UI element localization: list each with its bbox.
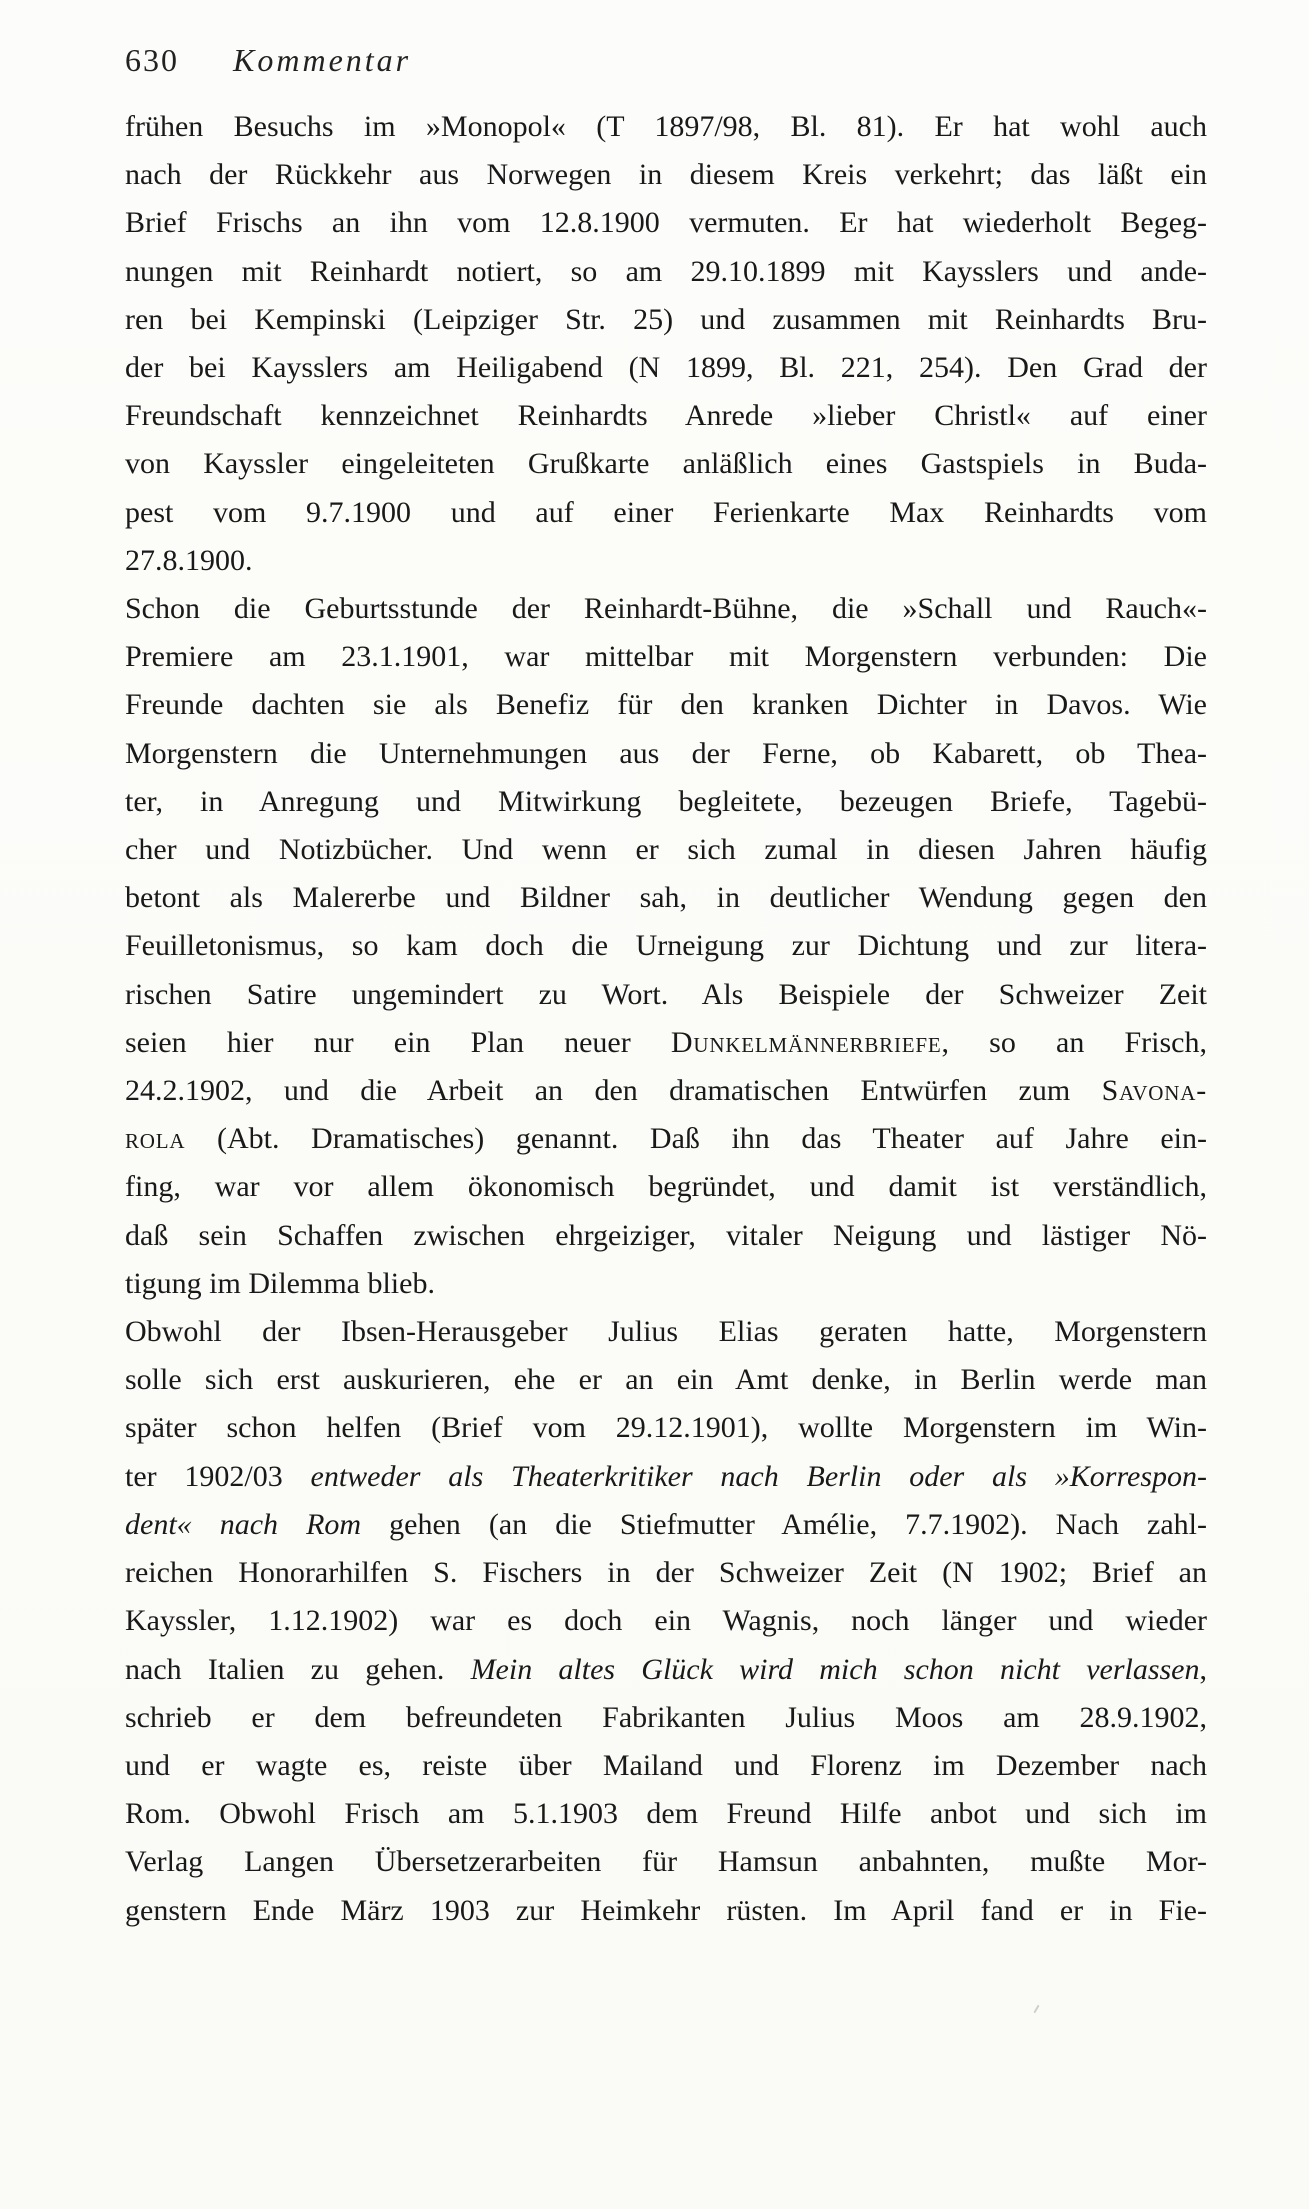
text-line [125,1838,1207,1886]
text-line [125,778,1207,826]
text-line [125,1067,1207,1115]
body-text: daß sein Schaffen zwischen ehrgeiziger, vitaler Neigung und lästiger Nö- [125,1218,1207,1252]
text-line [125,1646,1207,1694]
text-line [125,1790,1207,1838]
body-text: ter 1902/03 [125,1459,311,1493]
body-text: 27.8.1900. [125,543,253,577]
running-header [125,42,411,79]
text-line [125,1260,1207,1308]
text-block [125,103,1207,1935]
body-text: reichen Honorarhilfen S. Fischers in der Schweizer Zeit (N 1902; Brief an [125,1556,1207,1590]
text-line [125,1356,1207,1404]
text-line [125,489,1207,537]
page-number: 630 [125,42,179,78]
body-text: Rom. Obwohl Frisch am 5.1.1903 dem Freund Hilfe anbot und sich im [125,1797,1207,1831]
text-line [125,1453,1207,1501]
body-text: solle sich erst auskurieren, ehe er an ein Amt denke, in Berlin werde man [125,1363,1207,1397]
text-line [125,296,1207,344]
body-text: schrieb er dem befreundeten Fabrikanten Julius Moos am 28.9.1902, [125,1700,1207,1734]
running-title: Kommentar [233,42,412,78]
text-line [125,874,1207,922]
text-line [125,730,1207,778]
text-line [125,585,1207,633]
body-text: cher und Notizbücher. Und wenn er sich zumal in diesen Jahren häufig [125,833,1207,867]
text-line [125,1501,1207,1549]
text-line [125,633,1207,681]
body-text: fing, war vor allem ökonomisch begründet, und damit ist verständlich, [125,1170,1207,1204]
body-text: rischen Satire ungemindert zu Wort. Als Beispiele der Schweizer Zeit [125,977,1207,1011]
body-text: gehen (an die Stiefmutter Amélie, 7.7.1902). Nach zahl- [361,1507,1207,1541]
text-line [125,248,1207,296]
text-line [125,1694,1207,1742]
body-text: genstern Ende März 1903 zur Heimkehr rüsten. Im April fand er in Fie- [125,1893,1207,1927]
body-text: Schon die Geburtsstunde der Reinhardt-Bühne, die »Schall und Rauch«- [125,592,1207,626]
body-text: , [1199,1652,1207,1686]
body-text: nach Italien zu gehen. [125,1652,471,1686]
italic-text: dent« nach Rom [125,1507,362,1541]
body-text: nach der Rückkehr aus Norwegen in diesem Kreis verkehrt; das läßt ein [125,158,1207,192]
body-text: der bei Kaysslers am Heiligabend (N 1899, Bl. 221, 254). Den Grad der [125,351,1207,385]
text-line [125,1163,1207,1211]
body-text: Morgenstern die Unternehmungen aus der Ferne, ob Kabarett, ob Thea- [125,736,1207,770]
text-line [125,1404,1207,1452]
body-text: Premiere am 23.1.1901, war mittelbar mit Morgenstern verbunden: Die [125,640,1207,674]
body-text: , so an Frisch, [941,1025,1207,1059]
body-text: frühen Besuchs im »Monopol« (T 1897/98, Bl. 81). Er hat wohl auch [125,110,1207,143]
text-line [125,537,1207,585]
smallcaps-text: Dunkelmännerbriefe [670,1025,942,1059]
text-line [125,1019,1207,1067]
text-line [125,681,1207,729]
text-line [125,1742,1207,1790]
text-line [125,1549,1207,1597]
body-text: Freunde dachten sie als Benefiz für den kranken Dichter in Davos. Wie [125,688,1207,722]
body-text: Feuilletonismus, so kam doch die Urneigung zur Dichtung und zur litera- [125,929,1207,963]
text-line [125,199,1207,247]
body-text: seien hier nur ein Plan neuer [125,1025,671,1059]
body-text: betont als Malererbe und Bildner sah, in deutlicher Wendung gegen den [125,881,1207,915]
body-text: Brief Frischs an ihn vom 12.8.1900 vermuten. Er hat wiederholt Begeg- [125,206,1207,240]
text-line [125,1115,1207,1163]
italic-text: entweder als Theaterkritiker nach Berlin oder als »Korrespon- [310,1459,1207,1493]
body-text: Obwohl der Ibsen-Herausgeber Julius Elias geraten hatte, Morgenstern [125,1315,1207,1349]
body-text: 24.2.1902, und die Arbeit an den dramatischen Entwürfen zum [125,1074,1102,1108]
text-line [125,826,1207,874]
text-line [125,440,1207,488]
italic-text: Mein altes Glück wird mich schon nicht verlassen [470,1652,1200,1686]
smallcaps-text: Savona- [1101,1074,1207,1108]
body-text: Verlag Langen Übersetzerarbeiten für Hamsun anbahnten, mußte Mor- [125,1845,1207,1879]
text-line [125,922,1207,970]
smallcaps-text: rola [125,1122,186,1156]
body-text: Kayssler, 1.12.1902) war es doch ein Wagnis, noch länger und wieder [125,1604,1207,1638]
text-line [125,103,1207,151]
text-line [125,1212,1207,1260]
text-line [125,971,1207,1019]
text-line [125,344,1207,392]
text-line [125,1597,1207,1645]
scan-artifact [1033,2005,1039,2014]
body-text: Freundschaft kennzeichnet Reinhardts Anrede »lieber Christl« auf einer [125,399,1207,433]
body-text: später schon helfen (Brief vom 29.12.1901), wollte Morgenstern im Win- [125,1411,1207,1445]
text-line [125,151,1207,199]
body-text: nungen mit Reinhardt notiert, so am 29.10.1899 mit Kaysslers und ande- [125,254,1207,288]
body-text: (Abt. Dramatisches) genannt. Daß ihn das Theater auf Jahre ein- [185,1122,1207,1156]
body-text: tigung im Dilemma blieb. [125,1266,435,1300]
body-text: pest vom 9.7.1900 und auf einer Ferienkarte Max Reinhardts vom [125,495,1207,529]
text-line [125,1887,1207,1935]
text-line [125,1308,1207,1356]
body-text: ter, in Anregung und Mitwirkung begleitete, bezeugen Briefe, Tagebü- [125,784,1207,818]
text-line [125,392,1207,440]
body-text: und er wagte es, reiste über Mailand und Florenz im Dezember nach [125,1748,1207,1782]
body-text: ren bei Kempinski (Leipziger Str. 25) und zusammen mit Reinhardts Bru- [125,302,1207,336]
body-text: von Kayssler eingeleiteten Grußkarte anläßlich eines Gastspiels in Buda- [125,447,1207,481]
